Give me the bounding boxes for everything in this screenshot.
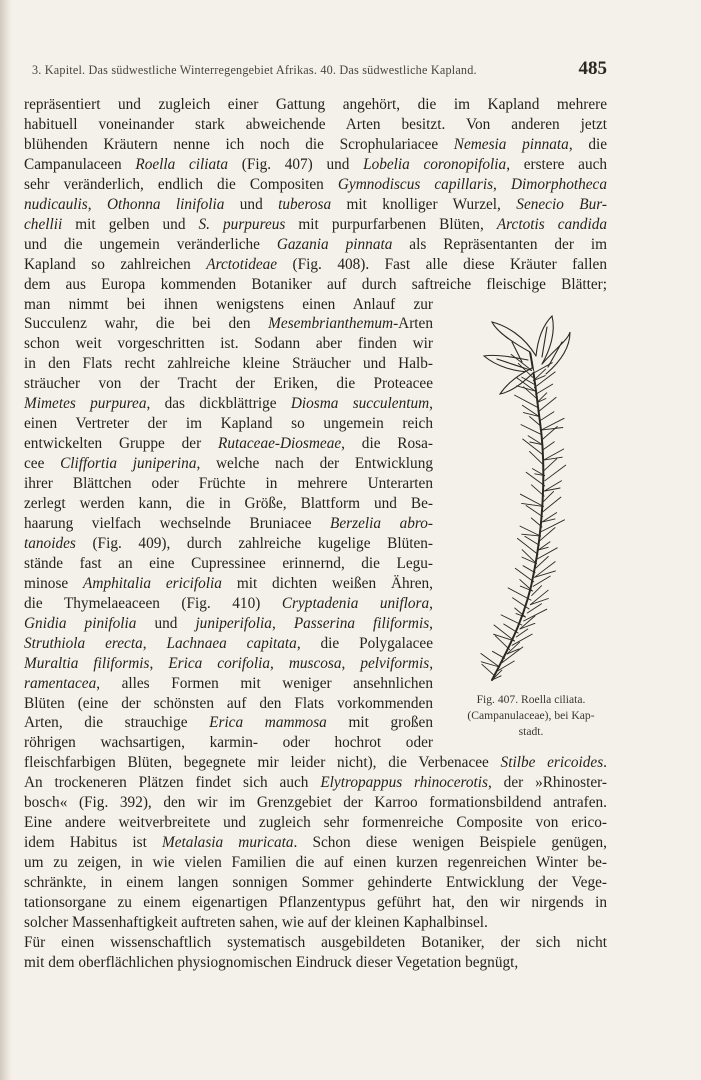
- text-line: [24, 334, 433, 354]
- text-line: [24, 314, 433, 334]
- italic-species-name: chellii: [24, 215, 63, 233]
- italic-species-name: ramentacea: [24, 674, 97, 692]
- text-run: einen Vertreter der im Kapland so ungemein reich: [24, 415, 433, 433]
- text-line: [24, 713, 433, 733]
- text-line: [24, 893, 607, 913]
- text-line: [24, 933, 607, 953]
- text-run: idem Habitus ist: [24, 834, 162, 852]
- text-line: [24, 694, 433, 714]
- text-run: ,: [493, 175, 511, 193]
- italic-species-name: Mesembrianthemum: [268, 315, 394, 333]
- text-line: [24, 195, 607, 215]
- text-run: bosch« (Fig. 392), den wir im Grenzgebiet der Karroo formationsbildend antrafen.: [24, 794, 607, 812]
- italic-species-name: Senecio Bur-: [516, 195, 607, 213]
- italic-species-name: Rutaceae-Diosmeae: [217, 435, 342, 453]
- italic-species-name: Berzelia abro-: [330, 514, 433, 532]
- text-line: [24, 913, 607, 933]
- page-edge-shadow: [0, 0, 12, 1080]
- text-line: [24, 514, 433, 534]
- text-run: man nimmt bei ihnen wenigstens einen Anlauf zur: [24, 295, 433, 313]
- text-run: und: [136, 614, 196, 632]
- text-run: mit dichten weißen Ähren,: [221, 574, 434, 592]
- text-run: schränkte, in einem langen sonnigen Sommer gehinderte Entwicklung der Vege-: [24, 874, 607, 892]
- text-line: [24, 215, 607, 235]
- text-run: , welche nach der Entwicklung: [196, 455, 433, 473]
- italic-species-name: Struthiola erecta: [24, 634, 143, 652]
- text-run: repräsentiert und zugleich einer Gattung angehört, die im Kapland mehrere: [24, 96, 607, 113]
- text-run: ,: [87, 195, 107, 213]
- text-run: (Fig. 407) und: [228, 155, 364, 173]
- text-run: Campanulaceen: [24, 155, 136, 173]
- italic-species-name: Amphitalia ericifolia: [83, 574, 222, 592]
- text-run: (Fig. 408). Fast alle diese Kräuter fallen: [277, 255, 607, 273]
- italic-species-name: Othonna linifolia: [106, 195, 225, 213]
- text-line: [24, 175, 607, 195]
- text-run: mit großen: [326, 714, 433, 732]
- text-run: , erstere auch: [506, 155, 608, 173]
- text-run: stände fast an eine Cupressinee erinnernd, die Legu-: [24, 554, 433, 572]
- text-run: die Thymelaeaceen (Fig. 410): [24, 594, 282, 612]
- italic-species-name: Lachnaea capitata: [166, 634, 297, 652]
- caption-line: Fig. 407. Roella ciliata.: [476, 693, 586, 706]
- text-run: (Fig. 409), durch zahlreiche kugelige Blüten-: [75, 534, 433, 552]
- italic-species-name: nudicaulis: [24, 195, 88, 213]
- text-line: [24, 793, 607, 813]
- text-run: Für einen wissenschaftlich systematisch ausgebildeten Botaniker, der sich nicht: [24, 933, 607, 951]
- text-run: Eine andere weitverbreitete und zugleich sehr formenreiche Composite von erico-: [24, 814, 607, 832]
- text-run: und die ungemein veränderliche: [24, 235, 277, 253]
- text-line: [24, 873, 607, 893]
- text-line: [24, 574, 433, 594]
- text-line: [24, 614, 433, 634]
- text-run: ,: [429, 594, 433, 612]
- text-line: [24, 394, 433, 414]
- text-line: [24, 275, 607, 295]
- text-run: ,: [149, 654, 169, 672]
- text-run: als Repräsentanten der im: [392, 235, 608, 253]
- text-run: ,: [269, 654, 289, 672]
- text-run: habituell voneinander stark abweichende Arten besitzt. Von anderen jetzt: [24, 115, 607, 133]
- text-line: [24, 654, 433, 674]
- italic-species-name: Cryptadenia uniflora: [281, 594, 430, 612]
- italic-species-name: Dimorphotheca: [510, 175, 607, 193]
- text-run: , der »Rhinoster-: [487, 774, 607, 792]
- text-run: haarung vielfach wechselnde Bruniacee: [24, 514, 331, 532]
- text-run: ,: [429, 614, 433, 632]
- italic-species-name: Mimetes purpurea: [24, 395, 147, 413]
- italic-species-name: Elytropappus rhinocerotis: [320, 774, 488, 792]
- text-run: Blüten (eine der schönsten auf den Flats vorkommenden: [24, 694, 433, 712]
- text-run: um zu zeigen, in wie vielen Familien die auf einen kurzen regenreichen Winter be-: [24, 854, 607, 872]
- text-run: ,: [341, 654, 361, 672]
- text-run: , alles Formen mit weniger ansehnlichen: [96, 674, 433, 692]
- text-run: fleischfarbigen Blüten, begegnete mir leider nicht), die Verbenacee: [24, 754, 501, 772]
- italic-species-name: Muraltia filiformis: [24, 654, 150, 672]
- text-run: minose: [24, 574, 84, 592]
- text-run: Arten, die strauchige: [24, 714, 210, 732]
- text-run: ,: [429, 654, 434, 672]
- italic-species-name: pelviformis: [360, 654, 430, 672]
- figure-407-roella-ciliata: [452, 312, 612, 692]
- italic-species-name: tanoides: [24, 534, 76, 552]
- text-line: [24, 554, 433, 574]
- italic-species-name: tuberosa: [278, 195, 332, 213]
- italic-species-name: Arctotis candida: [496, 215, 608, 233]
- text-run: röhrigen wachsartigen, karmin- oder hochrot oder: [24, 734, 433, 752]
- text-line: [24, 95, 607, 115]
- text-run: Succulenz wahr, die bei den: [24, 315, 269, 333]
- italic-species-name: Stilbe ericoides: [500, 754, 604, 772]
- text-run: Kapland so zahlreichen: [24, 255, 207, 273]
- text-line: [24, 374, 433, 394]
- text-run: schon weit vorgeschritten ist. Sodann aber finden wir: [24, 335, 433, 353]
- text-run: sehr veränderlich, endlich die Compositen: [24, 175, 338, 193]
- italic-species-name: Lobelia coronopifolia: [363, 155, 507, 173]
- italic-species-name: Gnidia pinifolia: [24, 614, 137, 632]
- text-run: mit gelben und: [62, 215, 199, 233]
- text-line: [24, 135, 607, 155]
- text-run: dem aus Europa kommenden Botaniker auf durch saftreiche fleischige Blätter;: [24, 275, 607, 293]
- text-line: [24, 674, 433, 694]
- text-run: ihrer Blättchen oder Früchte in mehrere Unterarten: [24, 475, 433, 493]
- text-line: [24, 534, 433, 554]
- running-header: [32, 58, 607, 82]
- text-run: -Arten: [393, 315, 433, 333]
- italic-species-name: Metalasia muricata: [161, 834, 294, 852]
- text-run: und: [224, 195, 279, 213]
- text-run: tationsorgane zu einem eigenartigen Pflanzentypus geführt hat, den wir nirgends in: [24, 894, 607, 911]
- italic-species-name: S. purpureus: [198, 215, 286, 233]
- text-line: [24, 953, 607, 973]
- italic-species-name: Nemesia pinnata: [453, 135, 569, 153]
- text-line: [24, 753, 607, 773]
- text-line: [24, 155, 607, 175]
- text-line: [24, 733, 433, 753]
- italic-species-name: Diosma succulentum: [290, 395, 430, 413]
- text-run: mit dem oberflächlichen physiognomischen Eindruck dieser Vegetation begnügt,: [24, 953, 519, 971]
- text-run: mit knolliger Wurzel,: [331, 195, 517, 213]
- text-run: ,: [142, 634, 167, 652]
- italic-species-name: Passerina filiformis: [293, 614, 430, 632]
- running-title: 3. Kapitel. Das südwestliche Winterregengebiet Afrikas. 40. Das südwestliche Kapland.: [32, 63, 477, 77]
- text-line: [24, 853, 607, 873]
- text-run: .: [603, 754, 607, 772]
- caption-line: stadt.: [518, 725, 544, 738]
- text-run: An trockeneren Plätzen findet sich auch: [24, 774, 321, 792]
- text-run: ,: [429, 395, 433, 413]
- italic-species-name: Arctotideae: [206, 255, 278, 273]
- text-line: [24, 813, 607, 833]
- text-line: [24, 354, 433, 374]
- text-line: [24, 773, 607, 793]
- text-line: [24, 474, 433, 494]
- caption-line: (Campanulaceae), bei Kap-: [467, 709, 595, 722]
- text-run: blühenden Kräutern nenne ich noch die Scrophulariacee: [24, 135, 454, 153]
- text-line: [24, 235, 607, 255]
- text-run: , die: [568, 135, 608, 153]
- text-run: cee: [24, 455, 61, 473]
- text-line: [24, 594, 433, 614]
- text-run: entwickelten Gruppe der: [24, 435, 218, 453]
- text-run: . Schon diese wenigen Beispiele genügen,: [293, 834, 607, 852]
- italic-species-name: juniperifolia: [195, 614, 272, 632]
- italic-species-name: Roella ciliata: [135, 155, 229, 173]
- page-number: 485: [578, 58, 607, 79]
- text-line: [24, 494, 433, 514]
- text-run: ,: [271, 614, 294, 632]
- text-line: [24, 255, 607, 275]
- text-run: , die Rosa-: [341, 435, 433, 453]
- text-line: [24, 115, 607, 135]
- text-run: mit purpurfarbenen Blüten,: [285, 215, 497, 233]
- italic-species-name: Erica mammosa: [209, 714, 327, 732]
- text-run: sträucher von der Tracht der Eriken, die Proteacee: [24, 375, 433, 393]
- italic-species-name: Gymnodiscus capillaris: [337, 175, 494, 193]
- figure-caption: [448, 692, 614, 740]
- text-line: [24, 833, 607, 853]
- text-run: in den Flats recht zahlreiche kleine Sträucher und Halb-: [24, 355, 433, 373]
- text-line: [24, 454, 433, 474]
- text-run: solcher Massenhaftigkeit auftreten sahen, wie auf der kleinen Kaphalbinsel.: [24, 913, 488, 931]
- text-line: [24, 634, 433, 654]
- italic-species-name: Gazania pinnata: [276, 235, 393, 253]
- italic-species-name: Cliffortia juniperina: [60, 455, 197, 473]
- text-run: , das dickblättrige: [146, 395, 291, 413]
- italic-species-name: muscosa: [288, 654, 342, 672]
- text-line: [24, 414, 433, 434]
- text-line: [24, 434, 433, 454]
- text-run: , die Polygalacee: [296, 634, 433, 652]
- text-line: [24, 295, 433, 315]
- italic-species-name: Erica corifolia: [168, 654, 270, 672]
- text-run: zerlegt werden kann, die in Größe, Blattform und Be-: [24, 495, 433, 512]
